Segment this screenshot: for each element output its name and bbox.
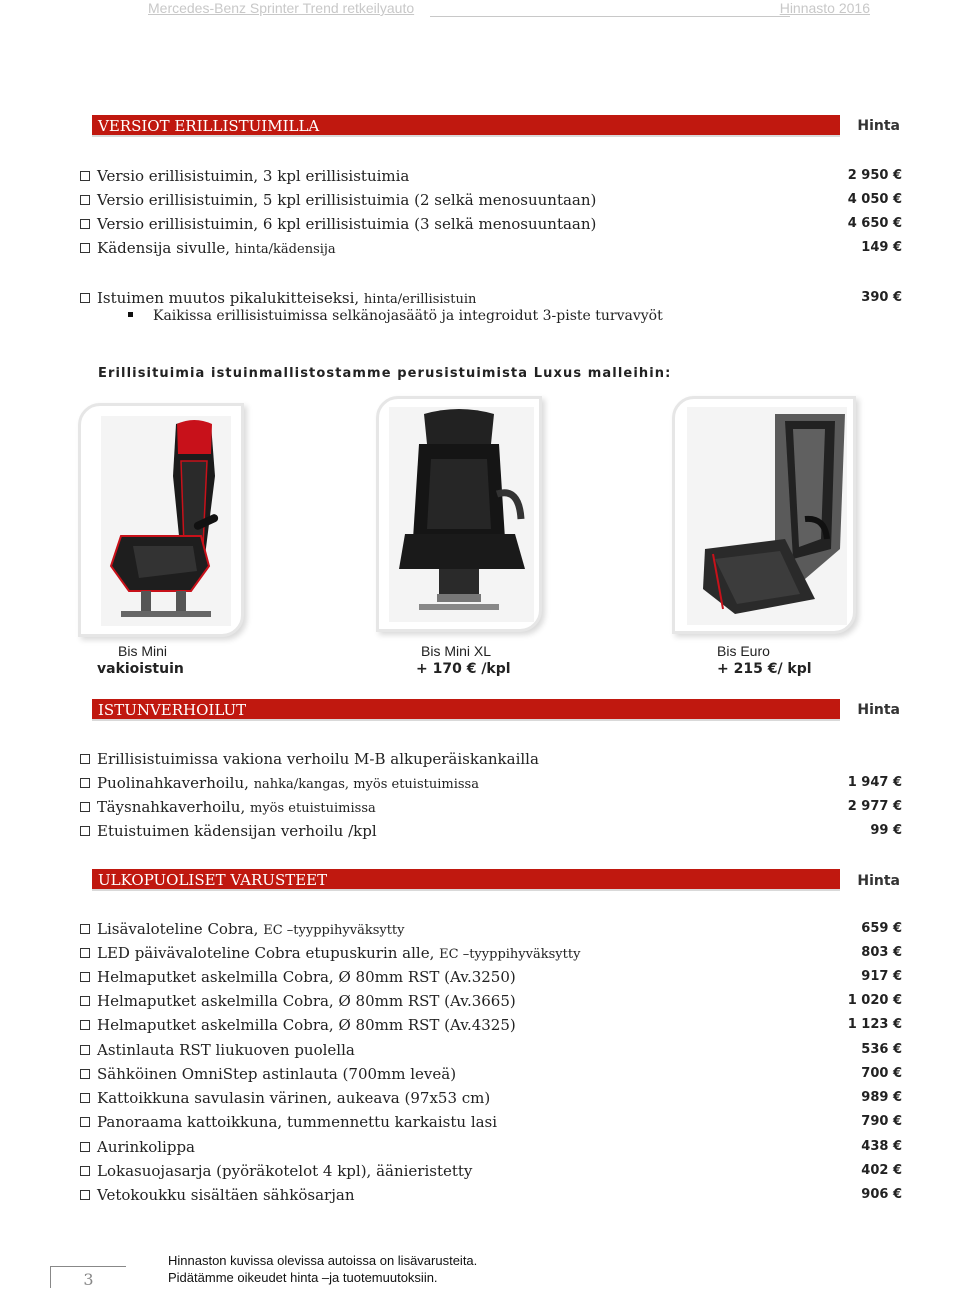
option-row[interactable] bbox=[80, 189, 902, 211]
seats-intro: Erillisituimia istuinmallistostamme perusistuimista Luxus malleihin: bbox=[98, 366, 672, 381]
price-header: Hinta bbox=[857, 702, 900, 718]
option-price: 438 € bbox=[861, 1139, 902, 1154]
checkbox-icon[interactable] bbox=[80, 754, 90, 764]
section-bar-verhoilut bbox=[92, 699, 840, 721]
seat-price: + 215 €/ kpl bbox=[717, 661, 812, 677]
header-title: Mercedes-Benz Sprinter Trend retkeilyauto bbox=[148, 0, 415, 16]
option-price: 1 123 € bbox=[847, 1017, 902, 1032]
option-label: Sähköinen OmniStep astinlauta (700mm leveä) bbox=[97, 1065, 457, 1083]
checkbox-icon[interactable] bbox=[80, 972, 90, 982]
checkbox-icon[interactable] bbox=[80, 778, 90, 788]
section-bar-ulkopuoliset bbox=[92, 869, 840, 891]
option-row[interactable] bbox=[80, 1063, 902, 1085]
seat-image-bis-euro bbox=[672, 396, 856, 634]
seat-price: vakioistuin bbox=[97, 661, 184, 677]
option-label: Astinlauta RST liukuoven puolella bbox=[97, 1041, 355, 1059]
checkbox-icon[interactable] bbox=[80, 195, 90, 205]
option-price: 4 650 € bbox=[847, 216, 902, 231]
option-label: Helmaputket askelmilla Cobra, Ø 80mm RST (Av.4325) bbox=[97, 1016, 516, 1034]
section-title: ULKOPUOLISET VARUSTEET bbox=[98, 871, 328, 889]
seat-price: + 170 € /kpl bbox=[416, 661, 511, 677]
option-price: 906 € bbox=[861, 1187, 902, 1202]
option-label: Kädensija sivulle, hinta/kädensija bbox=[97, 239, 336, 257]
checkbox-icon[interactable] bbox=[80, 1166, 90, 1176]
option-label: Versio erillisistuimin, 6 kpl erillisistuimia (3 selkä menosuuntaan) bbox=[97, 215, 597, 233]
option-row[interactable] bbox=[80, 990, 902, 1012]
option-row[interactable] bbox=[80, 1111, 902, 1133]
seat-name: Bis Euro bbox=[717, 643, 770, 659]
option-row[interactable] bbox=[80, 820, 902, 842]
option-row[interactable] bbox=[80, 1014, 902, 1036]
option-label: Helmaputket askelmilla Cobra, Ø 80mm RST (Av.3250) bbox=[97, 968, 516, 986]
option-label: Istuimen muutos pikalukitteiseksi, hinta/erillisistuin bbox=[97, 289, 477, 307]
option-label: Kattoikkuna savulasin värinen, aukeava (97x53 cm) bbox=[97, 1089, 491, 1107]
checkbox-icon[interactable] bbox=[80, 802, 90, 812]
sub-bullet-note: Kaikissa erillisistuimissa selkänojasäätö ja integroidut 3-piste turvavyöt bbox=[128, 308, 663, 324]
checkbox-icon[interactable] bbox=[80, 1117, 90, 1127]
checkbox-icon[interactable] bbox=[80, 826, 90, 836]
section-title: VERSIOT ERILLISTUIMILLA bbox=[98, 117, 320, 135]
option-price: 2 950 € bbox=[847, 168, 902, 183]
option-price: 149 € bbox=[861, 240, 902, 255]
option-row[interactable] bbox=[80, 796, 902, 818]
checkbox-icon[interactable] bbox=[80, 1093, 90, 1103]
option-label: Aurinkolippa bbox=[97, 1138, 195, 1156]
page-header bbox=[148, 0, 870, 18]
option-price: 659 € bbox=[861, 921, 902, 936]
option-price: 390 € bbox=[861, 290, 902, 305]
option-row[interactable] bbox=[80, 1039, 902, 1061]
seat-bis-mini-illustration bbox=[81, 406, 241, 634]
seat-bis-euro-illustration bbox=[675, 399, 853, 631]
option-label: Etuistuimen kädensijan verhoilu /kpl bbox=[97, 822, 377, 840]
option-price: 536 € bbox=[861, 1042, 902, 1057]
seat-name: Bis Mini XL bbox=[421, 643, 492, 659]
option-label: Panoraama kattoikkuna, tummennettu karkaistu lasi bbox=[97, 1113, 498, 1131]
option-label: Erillisistuimissa vakiona verhoilu M-B alkuperäiskankailla bbox=[97, 750, 539, 768]
option-price: 700 € bbox=[861, 1066, 902, 1081]
option-row[interactable] bbox=[80, 1184, 902, 1206]
option-row[interactable] bbox=[80, 772, 902, 794]
checkbox-icon[interactable] bbox=[80, 996, 90, 1006]
price-header: Hinta bbox=[857, 873, 900, 889]
seat-image-bis-mini-xl bbox=[376, 396, 542, 632]
checkbox-icon[interactable] bbox=[80, 1142, 90, 1152]
option-label: Täysnahkaverhoilu, myös etuistuimissa bbox=[97, 798, 376, 816]
footer-note-1: Hinnaston kuvissa olevissa autoissa on lisävarusteita. bbox=[168, 1253, 478, 1268]
bullet-icon bbox=[128, 312, 133, 317]
option-row[interactable] bbox=[80, 966, 902, 988]
checkbox-icon[interactable] bbox=[80, 219, 90, 229]
option-price: 99 € bbox=[870, 823, 902, 838]
option-row[interactable] bbox=[80, 748, 902, 770]
section-title: ISTUNVERHOILUT bbox=[98, 701, 247, 719]
option-row[interactable] bbox=[80, 1136, 902, 1158]
option-row[interactable] bbox=[80, 942, 902, 964]
price-header: Hinta bbox=[857, 118, 900, 134]
option-price: 2 977 € bbox=[847, 799, 902, 814]
page-number: 3 bbox=[50, 1266, 126, 1288]
option-label: Puolinahkaverhoilu, nahka/kangas, myös etuistuimissa bbox=[97, 774, 479, 792]
option-row[interactable] bbox=[80, 918, 902, 940]
option-price: 1 947 € bbox=[847, 775, 902, 790]
header-year: Hinnasto 2016 bbox=[779, 0, 870, 16]
option-price: 989 € bbox=[861, 1090, 902, 1105]
checkbox-icon[interactable] bbox=[80, 293, 90, 303]
option-row[interactable] bbox=[80, 237, 902, 259]
option-label: Vetokoukku sisältäen sähkösarjan bbox=[97, 1186, 355, 1204]
option-row[interactable] bbox=[80, 213, 902, 235]
header-rule bbox=[430, 16, 790, 17]
seat-bis-mini-xl-illustration bbox=[379, 399, 539, 629]
option-label: Lokasuojasarja (pyöräkotelot 4 kpl), äänieristetty bbox=[97, 1162, 473, 1180]
checkbox-icon[interactable] bbox=[80, 924, 90, 934]
option-row[interactable] bbox=[80, 287, 902, 309]
option-price: 402 € bbox=[861, 1163, 902, 1178]
option-label: Lisävaloteline Cobra, EC –tyyppihyväksytty bbox=[97, 920, 405, 938]
option-label: Helmaputket askelmilla Cobra, Ø 80mm RST (Av.3665) bbox=[97, 992, 516, 1010]
checkbox-icon[interactable] bbox=[80, 1045, 90, 1055]
seat-name: Bis Mini bbox=[118, 643, 168, 659]
seat-image-bis-mini bbox=[78, 403, 244, 637]
option-row[interactable] bbox=[80, 1087, 902, 1109]
option-price: 1 020 € bbox=[847, 993, 902, 1008]
option-label: LED päivävaloteline Cobra etupuskurin alle, EC –tyyppihyväksytty bbox=[97, 944, 581, 962]
option-label: Versio erillisistuimin, 3 kpl erillisistuimia bbox=[97, 167, 410, 185]
checkbox-icon[interactable] bbox=[80, 1069, 90, 1079]
option-label: Versio erillisistuimin, 5 kpl erillisistuimia (2 selkä menosuuntaan) bbox=[97, 191, 597, 209]
option-price: 790 € bbox=[861, 1114, 902, 1129]
option-price: 803 € bbox=[861, 945, 902, 960]
checkbox-icon[interactable] bbox=[80, 1190, 90, 1200]
checkbox-icon[interactable] bbox=[80, 171, 90, 181]
option-price: 4 050 € bbox=[847, 192, 902, 207]
option-row[interactable] bbox=[80, 1160, 902, 1182]
footer-note-2: Pidätämme oikeudet hinta –ja tuotemuutoksiin. bbox=[168, 1270, 438, 1285]
checkbox-icon[interactable] bbox=[80, 243, 90, 253]
option-row[interactable] bbox=[80, 165, 902, 187]
section-bar-versiot bbox=[92, 115, 840, 137]
checkbox-icon[interactable] bbox=[80, 1020, 90, 1030]
checkbox-icon[interactable] bbox=[80, 948, 90, 958]
option-price: 917 € bbox=[861, 969, 902, 984]
